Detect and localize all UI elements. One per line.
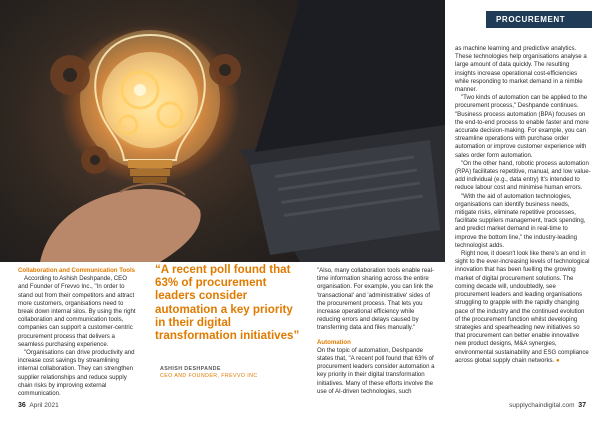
hero-image: [0, 0, 445, 262]
attribution-name: ASHISH DESHPANDE: [160, 366, 221, 372]
subheading-automation: Automation: [317, 338, 351, 346]
page-number-left: 36: [18, 402, 26, 409]
paragraph: "Also, many collaboration tools enable real-time information sharing across the entire organisation. For example, you can link the 'transactional' and 'administrative' sides of the procurement process. That lets you increase operational efficiency while reducing errors and delays caused by transferring data and files manually.": [317, 267, 434, 332]
close-quote-mark: ”: [293, 329, 300, 343]
paragraph: "With the aid of automation technologies, organisations can identify business needs, mitigate risks, eliminate repetitive processes, facilitate suppliers management, track spending, and predict market demand in real-time to improve the bottom line," the industry-leading technologist adds.: [455, 192, 586, 249]
end-mark-icon: ●: [555, 356, 560, 364]
column-1: [18, 267, 138, 398]
open-quote-mark: “: [155, 263, 161, 276]
lightbulb-gears-illustration: [0, 0, 445, 262]
paragraph-text: Right now, it doesn't look like there's an end in sight to the ever-increasing levels of technological innovation that has been fuelling the growing market of digital procurement solutions. The coming decade will, undoubtedly, see procurement leaders and leading organisations struggling to grapple with the rapidly changing pace of the industry and the continued evolution of the procurement function whilst developing strategies and spearheading new initiatives so that procurement can better enable innovative new product designs, M&A synergies, environmental sustainability and ESG compliance across global supply chain networks.: [455, 250, 590, 364]
column-4: [455, 45, 591, 365]
issue-date: April 2021: [29, 402, 59, 409]
footer-left: [18, 402, 59, 409]
column-3: [317, 267, 439, 396]
footer-right: [509, 402, 586, 409]
pull-quote: [155, 263, 305, 342]
pull-quote-text: A recent poll found that 63% of procurement leaders consider automation a key priority in their digital transformation initiatives: [155, 263, 294, 343]
paragraph: "On the other hand, robotic process automation (RPA) facilitates repetitive, manual, and low value-add individual (e.g., data entry) It's intended to reduce labour cost and minimise human errors.: [455, 159, 591, 192]
paragraph: According to Ashish Deshpande, CEO and Founder of Frevvo Inc., "In order to stand out from their competitors and attract more customers, organisations need to break down internal silos. By using the right collaboration and communication tools, companies can support a customer-centric procurement process that delivers a seamless purchasing experience.: [18, 275, 136, 348]
paragraph: On the topic of automation, Deshpande states that, "A recent poll found that 63% of procurement leaders consider automation a key priority in their digital transformation initiatives. Many of these efforts involve the use of AI-driven technologies, such: [317, 346, 435, 395]
pull-quote-attribution: [160, 366, 300, 379]
site-link[interactable]: supplychaindigital.com: [509, 402, 575, 409]
paragraph: [455, 250, 591, 365]
paragraph: as machine learning and predictive analytics. These technologies help organisations analyse a large amount of data quickly. The resulting insights increase operational cost-efficiencies while responding to market demand in a nimble manner.: [455, 45, 587, 94]
attribution-role: CEO AND FOUNDER, FREVVO INC: [160, 373, 258, 379]
page-number-right: 37: [578, 402, 586, 409]
paragraph: "Two kinds of automation can be applied to the procurement process," Deshpande continues. "Business process automation (BPA) focuses on the end-to-end process to enable faster and more accurate decision-making. For example, you can streamline operations with purchase order automation or improve customer experience with sales order form automation.: [455, 94, 589, 159]
section-tag: PROCUREMENT: [486, 11, 592, 28]
subheading-collaboration: Collaboration and Communication Tools: [18, 267, 136, 274]
paragraph: "Organisations can drive productivity and increase cost savings by streamlining internal collaboration. They can strengthen supplier relationships and reduce supply chain risks by improving external communication.: [18, 349, 135, 398]
